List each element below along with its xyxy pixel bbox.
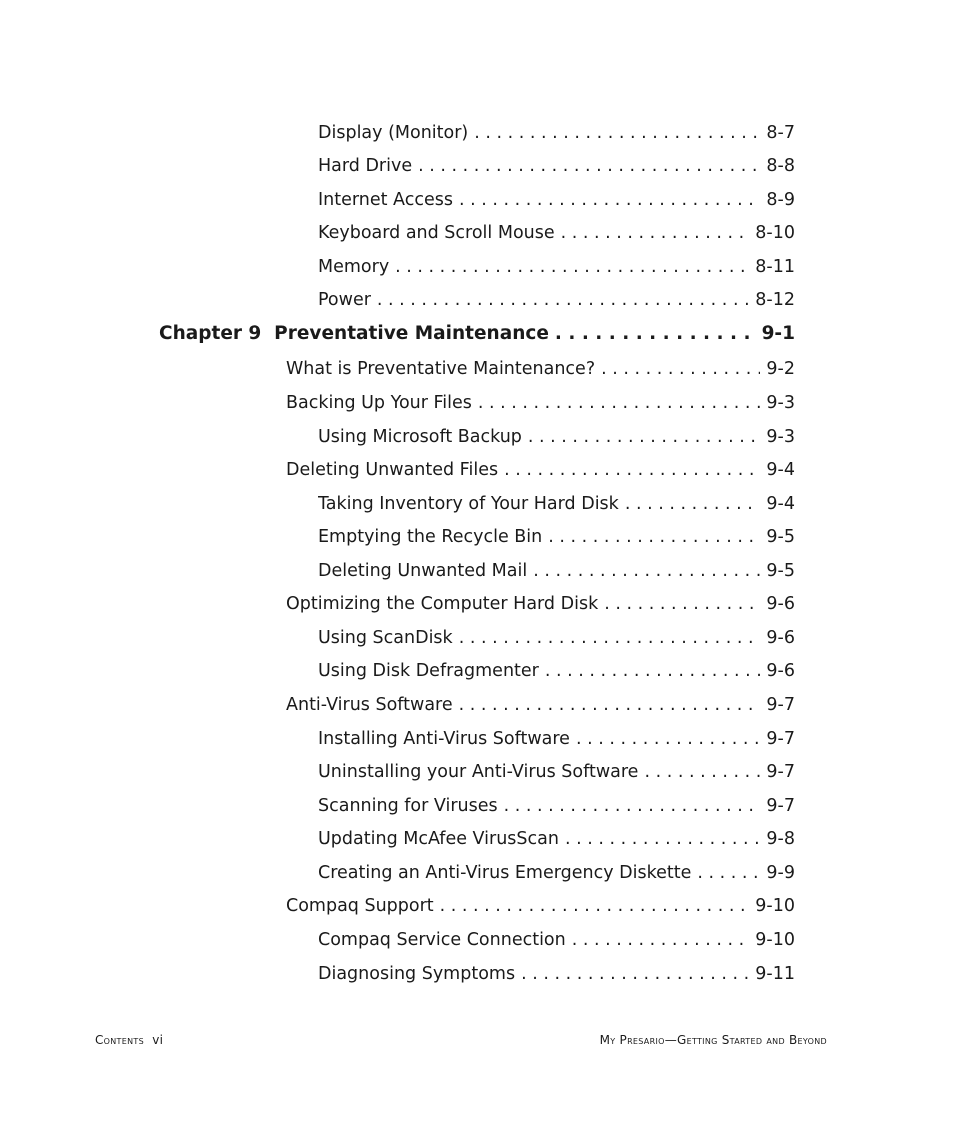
toc-entry-page: 9-7 [766,695,795,715]
dot-leader [377,287,749,313]
toc-entry [318,254,795,280]
toc-entry-page: 9-7 [766,762,795,782]
dot-leader [565,826,760,852]
toc-entry-page: 9-6 [766,594,795,614]
toc-entry [318,524,795,550]
toc-entry-title: Power [318,290,371,310]
dot-leader [572,927,750,953]
dot-leader [555,321,756,347]
toc-entry-title: Diagnosing Symptoms [318,964,516,984]
dot-leader [561,220,750,246]
toc-entry-page: 9-6 [766,661,795,681]
dot-leader [459,187,760,213]
toc-entry-page: 8-12 [755,290,795,310]
toc-entry-page: 9-9 [766,863,795,883]
dot-leader [474,120,760,146]
toc-entry-page: 9-3 [766,393,795,413]
toc-entry [318,491,795,517]
toc-entry-title: Uninstalling your Anti-Virus Software [318,762,639,782]
dot-leader [533,558,760,584]
footer-section-name: Contents [95,1033,144,1047]
dot-leader [459,625,761,651]
toc-entry [318,927,795,953]
dot-leader [644,759,760,785]
footer-section-label [95,1033,163,1047]
toc-entry-title: Scanning for Viruses [318,796,498,816]
toc-entry-page: 9-4 [766,460,795,480]
toc-entry [318,961,795,987]
toc-entry [286,692,795,718]
toc-entry [318,153,795,179]
toc-entry [318,220,795,246]
toc-entry-title: Installing Anti-Virus Software [318,729,570,749]
toc-entry-page: 9-6 [766,628,795,648]
dot-leader [604,591,760,617]
toc-chapter-title: Chapter 9 Preventative Maintenance [159,323,549,344]
toc-entry [318,658,795,684]
toc-entry [318,625,795,651]
toc-entry [318,120,795,146]
toc-entry-page: 8-11 [755,257,795,277]
toc-entry-title: Deleting Unwanted Mail [318,561,528,581]
toc-entry-page: 9-2 [766,359,795,379]
toc-entry-page: 9-11 [755,964,795,984]
toc-entry-title: Using Disk Defragmenter [318,661,539,681]
toc-entry [286,390,795,416]
toc-entry [318,424,795,450]
dot-leader [576,726,760,752]
toc-entry-title: What is Preventative Maintenance? [286,359,596,379]
dot-leader [418,153,760,179]
toc-entry [318,759,795,785]
dot-leader [548,524,760,550]
toc-entry-title: Taking Inventory of Your Hard Disk [318,494,619,514]
toc-entry-page: 9-7 [766,729,795,749]
dot-leader [625,491,761,517]
toc-entry-title: Creating an Anti-Virus Emergency Diskette [318,863,692,883]
dot-leader [528,424,761,450]
dot-leader [697,860,760,886]
toc-entry-page: 9-8 [766,829,795,849]
toc-entry [286,457,795,483]
toc-entry [318,187,795,213]
toc-entry-title: Updating McAfee VirusScan [318,829,559,849]
toc-entry-page: 9-5 [766,527,795,547]
dot-leader [545,658,761,684]
footer-page-number: vi [152,1033,164,1047]
toc-entry-page: 9-3 [766,427,795,447]
dot-leader [504,793,761,819]
toc-entry [318,287,795,313]
toc-entry-page: 8-10 [755,223,795,243]
toc-entry [286,893,795,919]
toc-entry-page: 9-7 [766,796,795,816]
toc-entry-title: Optimizing the Computer Hard Disk [286,594,599,614]
toc-entry [318,558,795,584]
toc-entry-title: Using ScanDisk [318,628,453,648]
toc-chapter-entry [159,321,795,347]
toc-entry-title: Display (Monitor) [318,123,469,143]
dot-leader [395,254,749,280]
toc-entry-title: Using Microsoft Backup [318,427,522,447]
toc-entry-title: Compaq Service Connection [318,930,566,950]
toc-entry-page: 8-7 [766,123,795,143]
toc-entry-title: Memory [318,257,390,277]
toc-entry-title: Anti-Virus Software [286,695,453,715]
dot-leader [521,961,749,987]
toc-entry-title: Compaq Support [286,896,434,916]
toc-chapter-page: 9-1 [761,323,795,344]
toc-entry-title: Hard Drive [318,156,413,176]
toc-entry-title: Backing Up Your Files [286,393,472,413]
toc-entry [286,356,795,382]
dot-leader [440,893,750,919]
toc-entry [318,860,795,886]
dot-leader [478,390,760,416]
toc-entry [318,826,795,852]
toc-entry-page: 8-9 [766,190,795,210]
toc-entry-page: 9-10 [755,930,795,950]
toc-entry-page: 9-4 [766,494,795,514]
dot-leader [504,457,760,483]
footer-book-title: My Presario—Getting Started and Beyond [599,1033,827,1047]
toc-entry-title: Deleting Unwanted Files [286,460,499,480]
toc-entry-page: 9-10 [755,896,795,916]
toc-entry-page: 8-8 [766,156,795,176]
toc-entry [286,591,795,617]
toc-entry-page: 9-5 [766,561,795,581]
toc-entry-title: Internet Access [318,190,453,210]
toc-entry-title: Emptying the Recycle Bin [318,527,543,547]
toc-entry [318,726,795,752]
toc-entry [318,793,795,819]
dot-leader [601,356,760,382]
dot-leader [459,692,761,718]
toc-entry-title: Keyboard and Scroll Mouse [318,223,555,243]
